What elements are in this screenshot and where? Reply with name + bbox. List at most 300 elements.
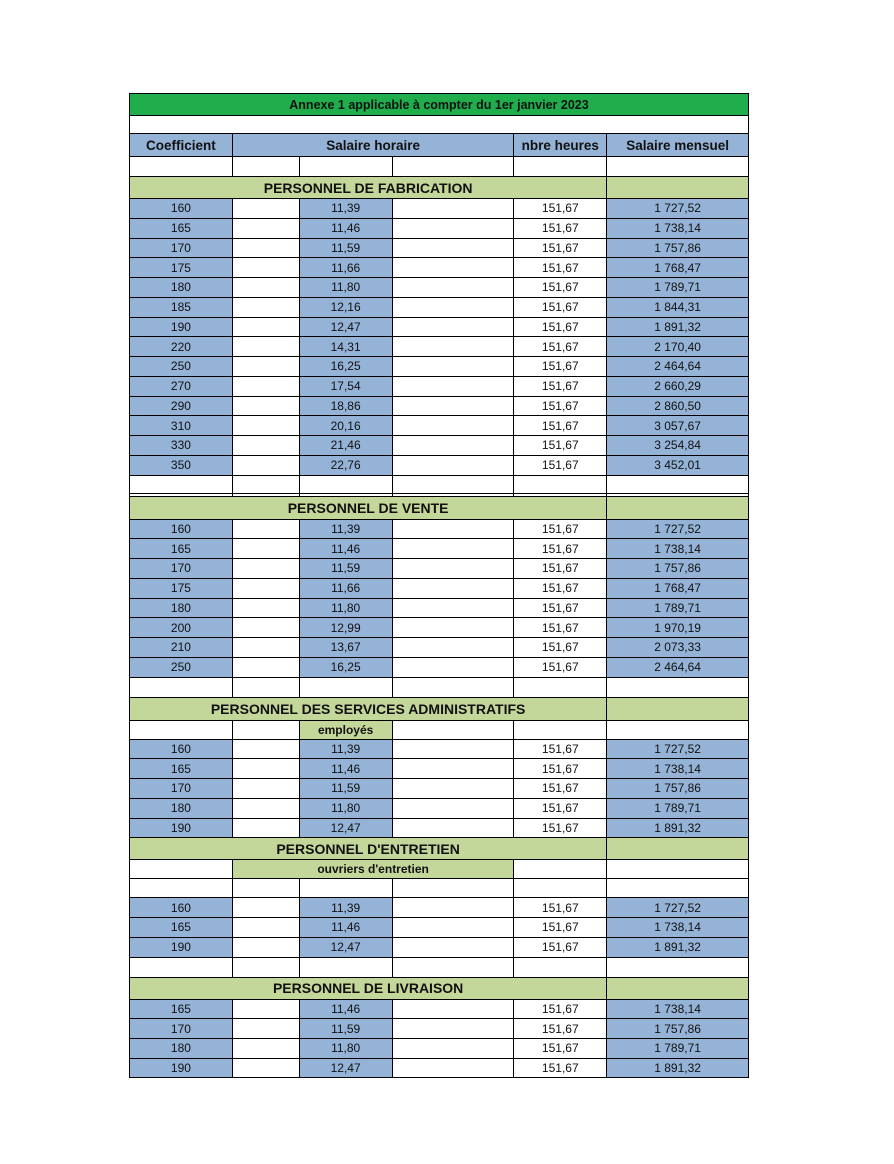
monthly-wage-cell: 1 757,86: [607, 239, 749, 258]
empty-cell: [300, 879, 393, 897]
hours-cell: 151,67: [514, 456, 607, 475]
table-title: Annexe 1 applicable à compter du 1er janvier 2023: [130, 94, 749, 115]
monthly-wage-cell: 1 970,19: [607, 618, 749, 637]
hours-cell: 151,67: [514, 377, 607, 396]
hourly-wage-cell: 11,80: [300, 599, 393, 618]
table-row: [129, 376, 749, 396]
empty-cell: [393, 759, 515, 778]
hourly-wage-cell: 12,47: [300, 318, 393, 337]
empty-cell: [233, 819, 300, 838]
empty-cell: [233, 539, 300, 558]
empty-cell: [130, 476, 233, 493]
monthly-wage-cell: 1 891,32: [607, 318, 749, 337]
coefficient-cell: 160: [130, 520, 233, 539]
coefficient-cell: 160: [130, 898, 233, 917]
coefficient-cell: 160: [130, 740, 233, 759]
hourly-wage-cell: 17,54: [300, 377, 393, 396]
hourly-wage-cell: 20,16: [300, 416, 393, 435]
coefficient-cell: 165: [130, 219, 233, 238]
title-row: [129, 93, 749, 115]
hourly-wage-cell: 11,39: [300, 740, 393, 759]
table-row: [129, 435, 749, 455]
empty-cell: [233, 157, 300, 176]
empty-row: [129, 156, 749, 176]
monthly-wage-cell: 1 891,32: [607, 1059, 749, 1077]
empty-cell: [393, 539, 515, 558]
empty-cell: [607, 958, 749, 977]
monthly-wage-cell: 1 738,14: [607, 539, 749, 558]
hourly-wage-cell: 16,25: [300, 357, 393, 376]
hours-cell: 151,67: [514, 337, 607, 356]
empty-cell: [130, 879, 233, 897]
empty-cell: [300, 476, 393, 493]
hours-cell: 151,67: [514, 318, 607, 337]
hourly-wage-cell: 11,59: [300, 239, 393, 258]
section-subtitle: ouvriers d'entretien: [233, 860, 515, 878]
empty-cell: [233, 658, 300, 677]
table-row: [129, 739, 749, 759]
spacer-row: [129, 115, 749, 133]
hourly-wage-cell: 11,46: [300, 918, 393, 937]
empty-cell: [393, 779, 515, 798]
monthly-wage-cell: 1 757,86: [607, 559, 749, 578]
header-salaire-mensuel: Salaire mensuel: [607, 134, 749, 156]
hourly-wage-cell: 12,47: [300, 938, 393, 957]
monthly-wage-cell: 2 170,40: [607, 337, 749, 356]
empty-cell: [607, 721, 749, 739]
table-row: [129, 818, 749, 838]
table-row: [129, 558, 749, 578]
hours-cell: 151,67: [514, 1000, 607, 1019]
empty-cell: [393, 658, 515, 677]
empty-cell: [607, 838, 749, 859]
empty-cell: [233, 938, 300, 957]
section-title: PERSONNEL DE FABRICATION: [130, 177, 607, 198]
empty-cell: [300, 958, 393, 977]
monthly-wage-cell: 1 738,14: [607, 1000, 749, 1019]
hourly-wage-cell: 11,46: [300, 219, 393, 238]
coefficient-cell: 175: [130, 579, 233, 598]
monthly-wage-cell: 1 727,52: [607, 898, 749, 917]
table-row: [129, 798, 749, 818]
table-row: [129, 238, 749, 258]
empty-cell: [130, 678, 233, 697]
table-row: [129, 356, 749, 376]
empty-cell: [393, 436, 515, 455]
empty-cell: [607, 678, 749, 697]
hours-cell: 151,67: [514, 740, 607, 759]
table-row: [129, 1038, 749, 1058]
monthly-wage-cell: 1 844,31: [607, 298, 749, 317]
section-header-row: [129, 977, 749, 999]
coefficient-cell: 170: [130, 559, 233, 578]
empty-cell: [514, 678, 607, 697]
empty-cell: [233, 759, 300, 778]
empty-cell: [393, 1000, 515, 1019]
monthly-wage-cell: 1 891,32: [607, 938, 749, 957]
coefficient-cell: 250: [130, 357, 233, 376]
coefficient-cell: 210: [130, 638, 233, 657]
monthly-wage-cell: 1 789,71: [607, 278, 749, 297]
coefficient-cell: 185: [130, 298, 233, 317]
empty-row: [129, 878, 749, 897]
coefficient-cell: 310: [130, 416, 233, 435]
coefficient-cell: 220: [130, 337, 233, 356]
empty-cell: [393, 721, 515, 739]
empty-cell: [393, 879, 515, 897]
empty-cell: [233, 618, 300, 637]
coefficient-cell: 350: [130, 456, 233, 475]
empty-cell: [393, 740, 515, 759]
hours-cell: 151,67: [514, 520, 607, 539]
hourly-wage-cell: 13,67: [300, 638, 393, 657]
coefficient-cell: 165: [130, 539, 233, 558]
table-row: [129, 937, 749, 957]
empty-row: [129, 677, 749, 697]
empty-cell: [233, 918, 300, 937]
empty-cell: [233, 599, 300, 618]
empty-cell: [514, 157, 607, 176]
empty-cell: [233, 416, 300, 435]
monthly-wage-cell: 1 738,14: [607, 918, 749, 937]
hourly-wage-cell: 11,59: [300, 1019, 393, 1038]
table-row: [129, 415, 749, 435]
hours-cell: 151,67: [514, 1059, 607, 1077]
empty-cell: [393, 278, 515, 297]
empty-cell: [393, 318, 515, 337]
monthly-wage-cell: 1 789,71: [607, 1039, 749, 1058]
empty-cell: [233, 678, 300, 697]
hours-cell: 151,67: [514, 658, 607, 677]
hourly-wage-cell: 11,66: [300, 258, 393, 277]
coefficient-cell: 170: [130, 779, 233, 798]
empty-cell: [300, 157, 393, 176]
hourly-wage-cell: 11,39: [300, 898, 393, 917]
hourly-wage-cell: 11,59: [300, 559, 393, 578]
section-header-row: [129, 697, 749, 720]
empty-cell: [233, 436, 300, 455]
hours-cell: 151,67: [514, 357, 607, 376]
hours-cell: 151,67: [514, 938, 607, 957]
empty-cell: [393, 258, 515, 277]
empty-cell: [393, 579, 515, 598]
section-title: PERSONNEL DE LIVRAISON: [130, 978, 607, 999]
hourly-wage-cell: 12,99: [300, 618, 393, 637]
coefficient-cell: 160: [130, 199, 233, 218]
hourly-wage-cell: 11,66: [300, 579, 393, 598]
empty-cell: [393, 898, 515, 917]
empty-cell: [393, 357, 515, 376]
empty-cell: [393, 377, 515, 396]
empty-cell: [607, 879, 749, 897]
empty-cell: [233, 1039, 300, 1058]
hours-cell: 151,67: [514, 199, 607, 218]
hours-cell: 151,67: [514, 618, 607, 637]
coefficient-cell: 170: [130, 239, 233, 258]
table-row: [129, 336, 749, 356]
hours-cell: 151,67: [514, 539, 607, 558]
table-row: [129, 1018, 749, 1038]
empty-cell: [233, 476, 300, 493]
hourly-wage-cell: 14,31: [300, 337, 393, 356]
coefficient-cell: 165: [130, 1000, 233, 1019]
hours-cell: 151,67: [514, 819, 607, 838]
empty-cell: [233, 337, 300, 356]
hours-cell: 151,67: [514, 258, 607, 277]
empty-cell: [233, 779, 300, 798]
table-row: [129, 598, 749, 618]
empty-cell: [393, 298, 515, 317]
hourly-wage-cell: 11,39: [300, 520, 393, 539]
monthly-wage-cell: 1 738,14: [607, 759, 749, 778]
table-row: [129, 257, 749, 277]
empty-cell: [233, 1019, 300, 1038]
hourly-wage-cell: 18,86: [300, 397, 393, 416]
hourly-wage-cell: 21,46: [300, 436, 393, 455]
table-row: [129, 396, 749, 416]
empty-cell: [393, 599, 515, 618]
empty-cell: [514, 958, 607, 977]
hourly-wage-cell: 11,46: [300, 759, 393, 778]
monthly-wage-cell: 1 789,71: [607, 599, 749, 618]
empty-cell: [393, 938, 515, 957]
hours-cell: 151,67: [514, 416, 607, 435]
hourly-wage-cell: 11,80: [300, 1039, 393, 1058]
monthly-wage-cell: 1 727,52: [607, 740, 749, 759]
section-title: PERSONNEL D'ENTRETIEN: [130, 838, 607, 859]
section-header-row: [129, 837, 749, 859]
empty-cell: [233, 579, 300, 598]
hours-cell: 151,67: [514, 559, 607, 578]
monthly-wage-cell: 1 738,14: [607, 219, 749, 238]
empty-cell: [233, 278, 300, 297]
monthly-wage-cell: 2 073,33: [607, 638, 749, 657]
empty-cell: [393, 918, 515, 937]
table-row: [129, 218, 749, 238]
hours-cell: 151,67: [514, 759, 607, 778]
hours-cell: 151,67: [514, 638, 607, 657]
monthly-wage-cell: 1 727,52: [607, 199, 749, 218]
monthly-wage-cell: 1 757,86: [607, 779, 749, 798]
hourly-wage-cell: 22,76: [300, 456, 393, 475]
empty-cell: [233, 559, 300, 578]
empty-cell: [300, 678, 393, 697]
section-title: PERSONNEL DES SERVICES ADMINISTRATIFS: [130, 698, 607, 720]
monthly-wage-cell: 2 464,64: [607, 357, 749, 376]
empty-cell: [514, 879, 607, 897]
coefficient-cell: 200: [130, 618, 233, 637]
table-row: [129, 758, 749, 778]
coefficient-cell: 330: [130, 436, 233, 455]
coefficient-cell: 170: [130, 1019, 233, 1038]
table-row: [129, 637, 749, 657]
table-row: [129, 455, 749, 475]
hourly-wage-cell: 11,80: [300, 278, 393, 297]
empty-cell: [393, 958, 515, 977]
table-row: [129, 538, 749, 558]
empty-cell: [393, 819, 515, 838]
coefficient-cell: 165: [130, 918, 233, 937]
empty-cell: [393, 520, 515, 539]
monthly-wage-cell: 1 757,86: [607, 1019, 749, 1038]
empty-cell: [233, 318, 300, 337]
header-salaire-horaire: Salaire horaire: [233, 134, 515, 156]
salary-table: [129, 93, 749, 1078]
empty-cell: [393, 239, 515, 258]
empty-cell: [233, 1000, 300, 1019]
coefficient-cell: 190: [130, 1059, 233, 1077]
table-row: [129, 198, 749, 218]
empty-cell: [393, 1059, 515, 1077]
hours-cell: 151,67: [514, 436, 607, 455]
monthly-wage-cell: 1 768,47: [607, 258, 749, 277]
hourly-wage-cell: 12,47: [300, 1059, 393, 1077]
hours-cell: 151,67: [514, 397, 607, 416]
empty-cell: [607, 978, 749, 999]
empty-cell: [130, 860, 233, 878]
table-row: [129, 519, 749, 539]
empty-row: [129, 475, 749, 493]
coefficient-cell: 180: [130, 278, 233, 297]
monthly-wage-cell: 3 254,84: [607, 436, 749, 455]
hours-cell: 151,67: [514, 898, 607, 917]
empty-cell: [233, 879, 300, 897]
empty-cell: [233, 520, 300, 539]
empty-cell: [130, 116, 749, 133]
empty-cell: [607, 476, 749, 493]
empty-cell: [130, 721, 233, 739]
coefficient-cell: 180: [130, 799, 233, 818]
hourly-wage-cell: 11,46: [300, 1000, 393, 1019]
empty-cell: [393, 337, 515, 356]
coefficient-cell: 270: [130, 377, 233, 396]
hourly-wage-cell: 11,59: [300, 779, 393, 798]
coefficient-cell: 165: [130, 759, 233, 778]
table-row: [129, 317, 749, 337]
empty-cell: [607, 157, 749, 176]
header-nbre-heures: nbre heures: [514, 134, 607, 156]
empty-cell: [233, 1059, 300, 1077]
empty-cell: [514, 476, 607, 493]
monthly-wage-cell: 2 660,29: [607, 377, 749, 396]
hours-cell: 151,67: [514, 799, 607, 818]
table-row: [129, 897, 749, 917]
table-row: [129, 617, 749, 637]
empty-cell: [514, 721, 607, 739]
empty-cell: [130, 958, 233, 977]
empty-cell: [393, 799, 515, 818]
empty-cell: [393, 476, 515, 493]
hourly-wage-cell: 16,25: [300, 658, 393, 677]
empty-cell: [233, 898, 300, 917]
empty-cell: [233, 456, 300, 475]
empty-cell: [393, 1039, 515, 1058]
empty-cell: [393, 559, 515, 578]
empty-cell: [393, 618, 515, 637]
empty-cell: [233, 199, 300, 218]
subtitle-row: [129, 859, 749, 878]
monthly-wage-cell: 2 860,50: [607, 397, 749, 416]
empty-cell: [393, 416, 515, 435]
table-row: [129, 277, 749, 297]
table-row: [129, 999, 749, 1019]
subtitle-row: [129, 720, 749, 739]
empty-cell: [514, 860, 607, 878]
table-row: [129, 578, 749, 598]
hourly-wage-cell: 12,47: [300, 819, 393, 838]
table-row: [129, 917, 749, 937]
monthly-wage-cell: 1 891,32: [607, 819, 749, 838]
hours-cell: 151,67: [514, 278, 607, 297]
empty-cell: [233, 397, 300, 416]
section-title: PERSONNEL DE VENTE: [130, 497, 607, 519]
coefficient-cell: 190: [130, 938, 233, 957]
empty-cell: [393, 157, 515, 176]
empty-cell: [393, 456, 515, 475]
empty-cell: [233, 357, 300, 376]
monthly-wage-cell: 3 452,01: [607, 456, 749, 475]
monthly-wage-cell: 1 727,52: [607, 520, 749, 539]
coefficient-cell: 190: [130, 819, 233, 838]
hourly-wage-cell: 11,39: [300, 199, 393, 218]
empty-cell: [233, 239, 300, 258]
empty-cell: [233, 958, 300, 977]
empty-cell: [393, 219, 515, 238]
monthly-wage-cell: 3 057,67: [607, 416, 749, 435]
table-row: [129, 657, 749, 677]
coefficient-cell: 250: [130, 658, 233, 677]
empty-cell: [130, 157, 233, 176]
empty-cell: [233, 219, 300, 238]
hours-cell: 151,67: [514, 298, 607, 317]
hours-cell: 151,67: [514, 239, 607, 258]
empty-cell: [233, 298, 300, 317]
empty-row: [129, 957, 749, 977]
hourly-wage-cell: 12,16: [300, 298, 393, 317]
table-row: [129, 1058, 749, 1078]
hours-cell: 151,67: [514, 779, 607, 798]
empty-cell: [607, 497, 749, 519]
monthly-wage-cell: 1 768,47: [607, 579, 749, 598]
empty-cell: [233, 740, 300, 759]
empty-cell: [393, 1019, 515, 1038]
empty-cell: [233, 721, 300, 739]
coefficient-cell: 180: [130, 599, 233, 618]
table-row: [129, 297, 749, 317]
monthly-wage-cell: 1 789,71: [607, 799, 749, 818]
empty-cell: [393, 678, 515, 697]
monthly-wage-cell: 2 464,64: [607, 658, 749, 677]
empty-cell: [393, 199, 515, 218]
hours-cell: 151,67: [514, 1039, 607, 1058]
empty-cell: [233, 258, 300, 277]
empty-cell: [607, 860, 749, 878]
empty-cell: [393, 397, 515, 416]
table-row: [129, 778, 749, 798]
header-coefficient: Coefficient: [130, 134, 233, 156]
empty-cell: [393, 638, 515, 657]
section-header-row: [129, 176, 749, 198]
empty-cell: [233, 799, 300, 818]
empty-cell: [607, 177, 749, 198]
coefficient-cell: 190: [130, 318, 233, 337]
coefficient-cell: 175: [130, 258, 233, 277]
section-header-row: [129, 496, 749, 519]
hourly-wage-cell: 11,46: [300, 539, 393, 558]
hours-cell: 151,67: [514, 918, 607, 937]
hours-cell: 151,67: [514, 599, 607, 618]
coefficient-cell: 180: [130, 1039, 233, 1058]
